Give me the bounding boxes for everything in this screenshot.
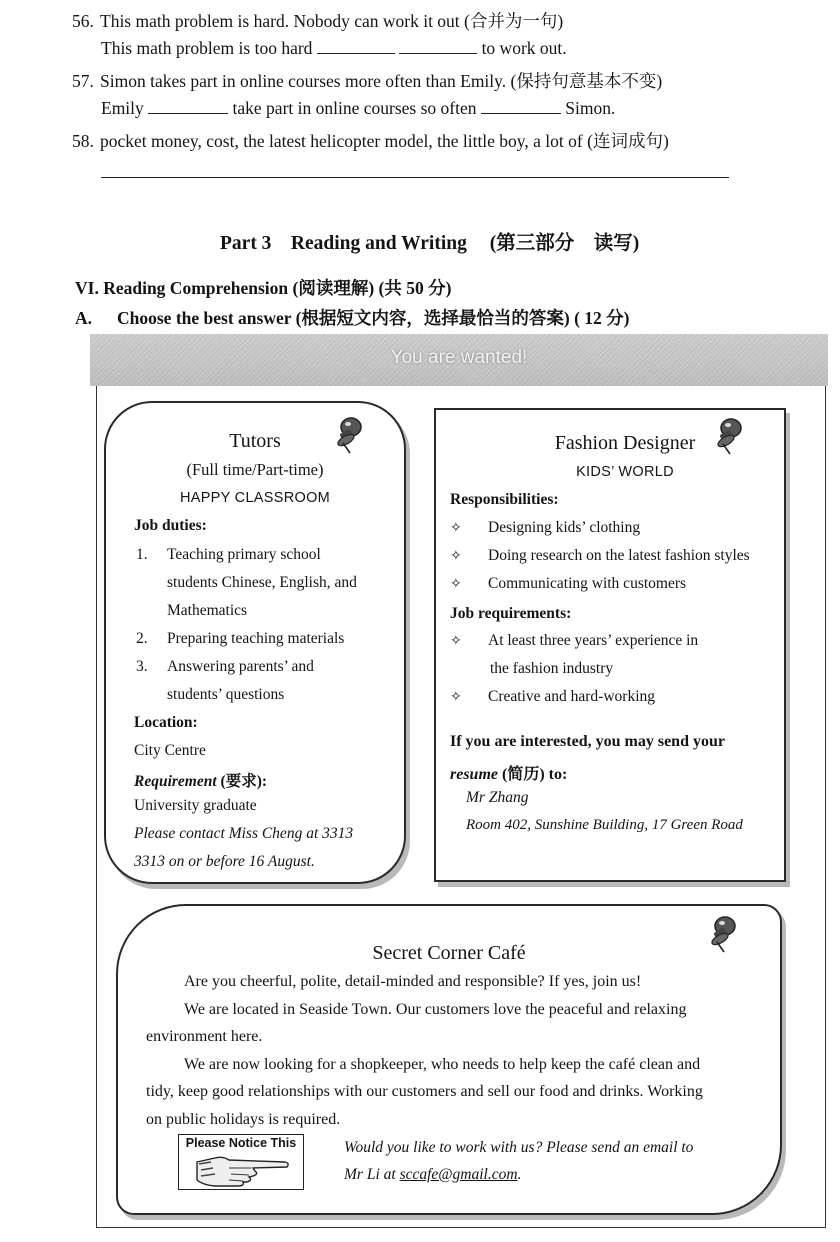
answer-suffix: Simon. bbox=[565, 98, 616, 118]
part-title-cn: (第三部分 读写) bbox=[489, 233, 640, 254]
responsibility-item: Communicating with customers bbox=[488, 575, 687, 592]
question-number: 57. bbox=[72, 71, 94, 91]
section-subheading bbox=[75, 305, 630, 330]
duty-line: students’ questions bbox=[167, 686, 285, 703]
answer-blank[interactable] bbox=[148, 99, 228, 114]
contact-line: Please contact Miss Cheng at 3313 bbox=[134, 825, 354, 842]
answer-middle: take part in online courses so often bbox=[232, 98, 477, 118]
tutors-subtitle: (Full time/Part-time) bbox=[186, 460, 324, 479]
answer-blank[interactable] bbox=[317, 39, 395, 54]
requirement-label bbox=[134, 769, 267, 791]
requirement-item: the fashion industry bbox=[490, 660, 614, 677]
cafe-title: Secret Corner Café bbox=[372, 942, 526, 964]
duty-line: students Chinese, English, and bbox=[167, 574, 357, 591]
cafe-paragraph: environment here. bbox=[146, 1028, 263, 1045]
requirement-word: Requirement bbox=[134, 773, 217, 790]
requirements-label: Job requirements: bbox=[450, 605, 572, 622]
responsibility-item: Designing kids’ clothing bbox=[488, 519, 641, 536]
question-57-answer-line bbox=[101, 98, 615, 119]
contact-line: 3313 on or before 16 August. bbox=[134, 853, 315, 870]
part-title-en: Part 3 Reading and Writing bbox=[220, 233, 467, 254]
cafe-paragraph: We are now looking for a shopkeeper, who needs to help keep the café clean and bbox=[184, 1056, 701, 1073]
cafe-paragraph: Are you cheerful, polite, detail-minded and responsible? If yes, join us! bbox=[184, 973, 642, 990]
banner-title: You are wanted! bbox=[390, 347, 528, 368]
interest-line bbox=[450, 761, 567, 784]
bullet-icon: ✧ bbox=[450, 520, 462, 536]
question-56-answer-line bbox=[101, 38, 567, 59]
cafe-paragraph: tidy, keep good relationships with our customers and sell our food and drinks. Working bbox=[146, 1083, 703, 1100]
email-link[interactable]: sccafe@gmail.com bbox=[399, 1166, 518, 1183]
location-label: Location: bbox=[134, 714, 198, 731]
email-end: . bbox=[517, 1166, 522, 1183]
banner bbox=[90, 334, 828, 386]
fashion-org: KIDS’ WORLD bbox=[576, 464, 674, 480]
responsibilities-label: Responsibilities: bbox=[450, 491, 559, 508]
question-56 bbox=[72, 8, 563, 33]
question-text: Simon takes part in online courses more often than Emily. (保持句意基本不变) bbox=[100, 71, 663, 91]
answer-blank[interactable] bbox=[481, 99, 561, 114]
cafe-paragraph: We are located in Seaside Town. Our customers love the peaceful and relaxing bbox=[184, 1001, 687, 1018]
email-line bbox=[344, 1166, 521, 1184]
contact-name: Mr Zhang bbox=[466, 789, 529, 806]
requirement-value: University graduate bbox=[134, 797, 257, 814]
tutors-title: Tutors bbox=[229, 430, 281, 452]
question-number: 58. bbox=[72, 131, 94, 151]
cafe-paragraph: on public holidays is required. bbox=[146, 1111, 341, 1128]
answer-prefix: Emily bbox=[101, 98, 144, 118]
question-number: 56. bbox=[72, 11, 94, 31]
answer-suffix: to work out. bbox=[481, 38, 567, 58]
tutors-card bbox=[104, 401, 406, 884]
duties-label: Job duties: bbox=[134, 517, 207, 534]
duty-number: 2. bbox=[136, 630, 148, 647]
bullet-icon: ✧ bbox=[450, 633, 462, 649]
requirement-item: Creative and hard-working bbox=[488, 688, 655, 705]
question-text: This math problem is hard. Nobody can work it out (合并为一句) bbox=[100, 11, 564, 31]
bullet-icon: ✧ bbox=[450, 689, 462, 705]
location-value: City Centre bbox=[134, 742, 206, 759]
answer-prefix: This math problem is too hard bbox=[101, 38, 313, 58]
interest-line: If you are interested, you may send your bbox=[450, 733, 725, 750]
duty-line: Mathematics bbox=[167, 602, 248, 619]
resume-word: resume bbox=[450, 766, 498, 783]
question-text: pocket money, cost, the latest helicopter model, the little boy, a lot of (连词成句) bbox=[100, 131, 669, 151]
pointing-hand-icon bbox=[193, 1152, 291, 1188]
sub-text: Choose the best answer (根据短文内容，选择最恰当的答案) ( 12 分) bbox=[117, 308, 630, 328]
email-invite: Would you like to work with us? Please send an email to bbox=[344, 1139, 694, 1156]
contact-address: Room 402, Sunshine Building, 17 Green Road bbox=[466, 817, 743, 833]
part-title bbox=[220, 227, 639, 255]
duty-line: Answering parents’ and bbox=[167, 658, 314, 675]
requirement-cn: (要求): bbox=[220, 773, 268, 790]
duty-number: 3. bbox=[136, 658, 148, 675]
duty-number: 1. bbox=[136, 546, 148, 563]
question-58 bbox=[72, 128, 669, 153]
section-heading: VI. Reading Comprehension (阅读理解) (共 50 分) bbox=[75, 278, 452, 298]
email-prefix: Mr Li at bbox=[344, 1166, 396, 1183]
bullet-icon: ✧ bbox=[450, 548, 462, 564]
notice-sign bbox=[178, 1134, 304, 1190]
notice-text: Please Notice This bbox=[185, 1136, 297, 1150]
bullet-icon: ✧ bbox=[450, 576, 462, 592]
fashion-title: Fashion Designer bbox=[554, 432, 696, 454]
question-57 bbox=[72, 68, 662, 93]
answer-blank[interactable] bbox=[399, 39, 477, 54]
tutors-org: HAPPY CLASSROOM bbox=[179, 490, 331, 506]
fashion-designer-card bbox=[434, 408, 786, 882]
duty-line: Teaching primary school bbox=[167, 546, 321, 563]
requirement-item: At least three years’ experience in bbox=[488, 632, 699, 649]
resume-cn: (简历) to: bbox=[502, 766, 568, 783]
sub-label: A. bbox=[75, 308, 93, 328]
answer-line[interactable] bbox=[101, 177, 729, 178]
duty-line: Preparing teaching materials bbox=[167, 630, 345, 647]
responsibility-item: Doing research on the latest fashion styles bbox=[488, 547, 750, 564]
